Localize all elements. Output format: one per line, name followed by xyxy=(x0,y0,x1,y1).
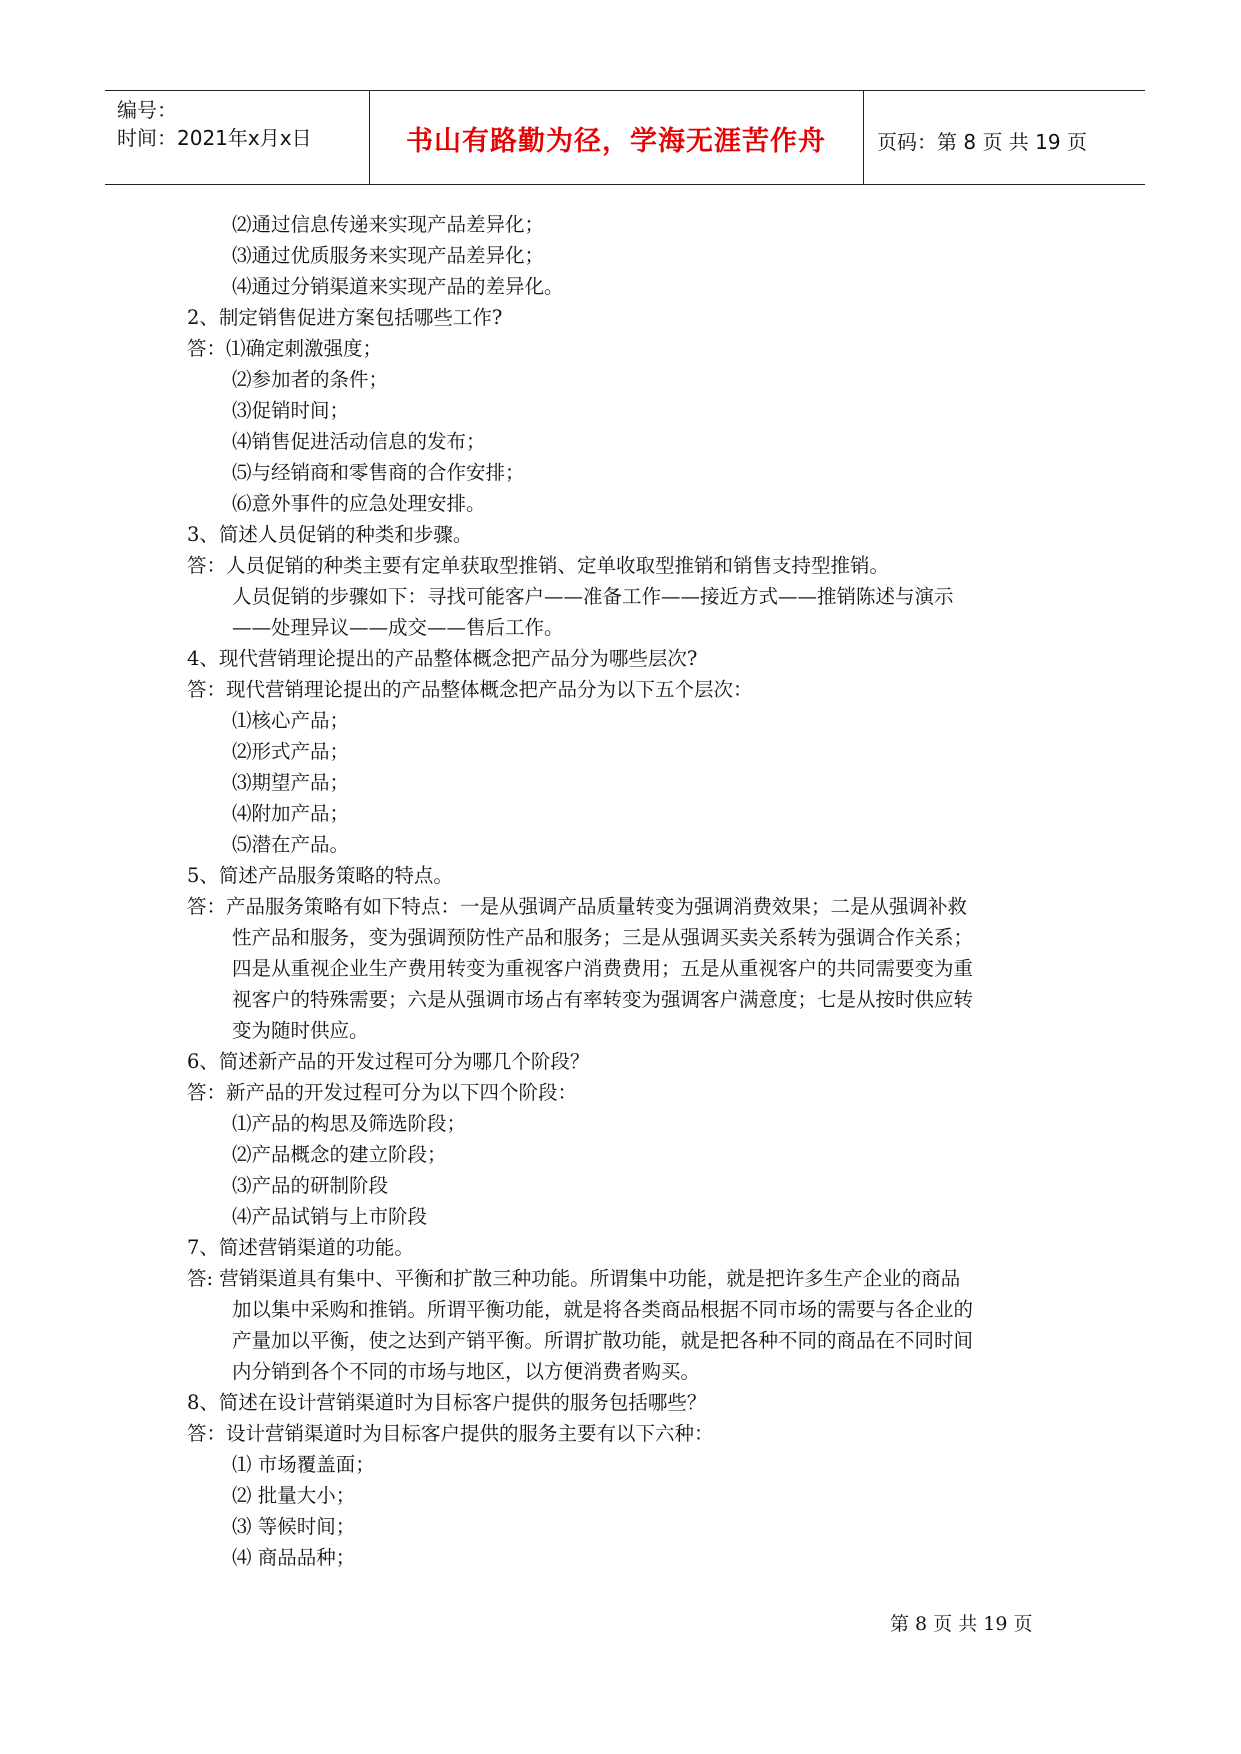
body-line: ⑶通过优质服务来实现产品差异化； xyxy=(232,244,545,267)
answer-line: 答：人员促销的种类主要有定单获取型推销、定单收取型推销和销售支持型推销。 xyxy=(187,554,890,577)
body-line: ——处理异议——成交——售后工作。 xyxy=(232,616,564,639)
question-heading: 6、简述新产品的开发过程可分为哪几个阶段？ xyxy=(187,1050,590,1073)
body-line: ⑷产品试销与上市阶段 xyxy=(232,1205,428,1228)
answer-line: 答：产品服务策略有如下特点：一是从强调产品质量转变为强调消费效果；二是从强调补救 xyxy=(187,895,968,918)
body-line: ⑸潜在产品。 xyxy=(232,833,350,856)
body-line: ⑵参加者的条件； xyxy=(232,368,389,391)
body-line: ⑷附加产品； xyxy=(232,802,350,825)
body-line: 加以集中采购和推销。所谓平衡功能，就是将各类商品根据不同市场的需要与各企业的 xyxy=(232,1298,974,1321)
body-line: ⑵形式产品； xyxy=(232,740,350,763)
header-page-label: 页码：第 8 页 共 19 页 xyxy=(877,130,1087,154)
document-number-label: 编号： xyxy=(117,98,177,122)
question-heading: 2、制定销售促进方案包括哪些工作? xyxy=(187,306,503,329)
answer-line: 答: 营销渠道具有集中、平衡和扩散三种功能。所谓集中功能，就是把许多生产企业的商品 xyxy=(187,1267,961,1290)
question-heading: 3、简述人员促销的种类和步骤。 xyxy=(187,523,473,546)
header-left-cell xyxy=(105,91,370,184)
question-heading: 4、现代营销理论提出的产品整体概念把产品分为哪些层次? xyxy=(187,647,698,670)
body-line: 性产品和服务，变为强调预防性产品和服务；三是从强调买卖关系转为强调合作关系； xyxy=(232,926,974,949)
body-line: ⑶产品的研制阶段 xyxy=(232,1174,389,1197)
body-line: ⑶ 等候时间； xyxy=(232,1515,356,1538)
question-heading: 7、简述营销渠道的功能。 xyxy=(187,1236,414,1259)
body-line: ⑹意外事件的应急处理安排。 xyxy=(232,492,486,515)
body-line: ⑵产品概念的建立阶段； xyxy=(232,1143,447,1166)
answer-line: 答：现代营销理论提出的产品整体概念把产品分为以下五个层次： xyxy=(187,678,753,701)
body-line: 人员促销的步骤如下：寻找可能客户——准备工作——接近方式——推销陈述与演示 xyxy=(232,585,954,608)
body-line: ⑵通过信息传递来实现产品差异化； xyxy=(232,213,545,236)
answer-line: 答：设计营销渠道时为目标客户提供的服务主要有以下六种： xyxy=(187,1422,714,1445)
header-motto-cell xyxy=(369,91,864,184)
body-line: ⑷通过分销渠道来实现产品的差异化。 xyxy=(232,275,564,298)
question-heading: 5、简述产品服务策略的特点。 xyxy=(187,864,453,887)
body-line: ⑴ 市场覆盖面； xyxy=(232,1453,375,1476)
answer-line: 答：新产品的开发过程可分为以下四个阶段： xyxy=(187,1081,578,1104)
body-line: ⑴核心产品； xyxy=(232,709,350,732)
document-time-label: 时间：2021年x月x日 xyxy=(117,126,312,150)
body-line: ⑸与经销商和零售商的合作安排； xyxy=(232,461,525,484)
body-line: ⑴产品的构思及筛选阶段； xyxy=(232,1112,467,1135)
page-footer: 第 8 页 共 19 页 xyxy=(890,1613,1033,1635)
body-line: ⑶期望产品； xyxy=(232,771,350,794)
body-line: 变为随时供应。 xyxy=(232,1019,369,1042)
body-line: 视客户的特殊需要；六是从强调市场占有率转变为强调客户满意度；七是从按时供应转 xyxy=(232,988,974,1011)
header-right-cell xyxy=(863,91,1145,184)
question-heading: 8、简述在设计营销渠道时为目标客户提供的服务包括哪些？ xyxy=(187,1391,707,1414)
body-line: ⑵ 批量大小； xyxy=(232,1484,356,1507)
body-line: 产量加以平衡，使之达到产销平衡。所谓扩散功能，就是把各种不同的商品在不同时间 xyxy=(232,1329,974,1352)
page-header xyxy=(105,90,1145,185)
body-line: ⑷销售促进活动信息的发布； xyxy=(232,430,486,453)
body-line: ⑶促销时间； xyxy=(232,399,350,422)
header-motto: 书山有路勤为径，学海无涯苦作舟 xyxy=(406,126,826,157)
answer-line: 答：⑴确定刺激强度； xyxy=(187,337,383,360)
body-line: 四是从重视企业生产费用转变为重视客户消费费用；五是从重视客户的共同需要变为重 xyxy=(232,957,974,980)
body-line: ⑷ 商品品种； xyxy=(232,1546,356,1569)
body-line: 内分销到各个不同的市场与地区，以方便消费者购买。 xyxy=(232,1360,701,1383)
